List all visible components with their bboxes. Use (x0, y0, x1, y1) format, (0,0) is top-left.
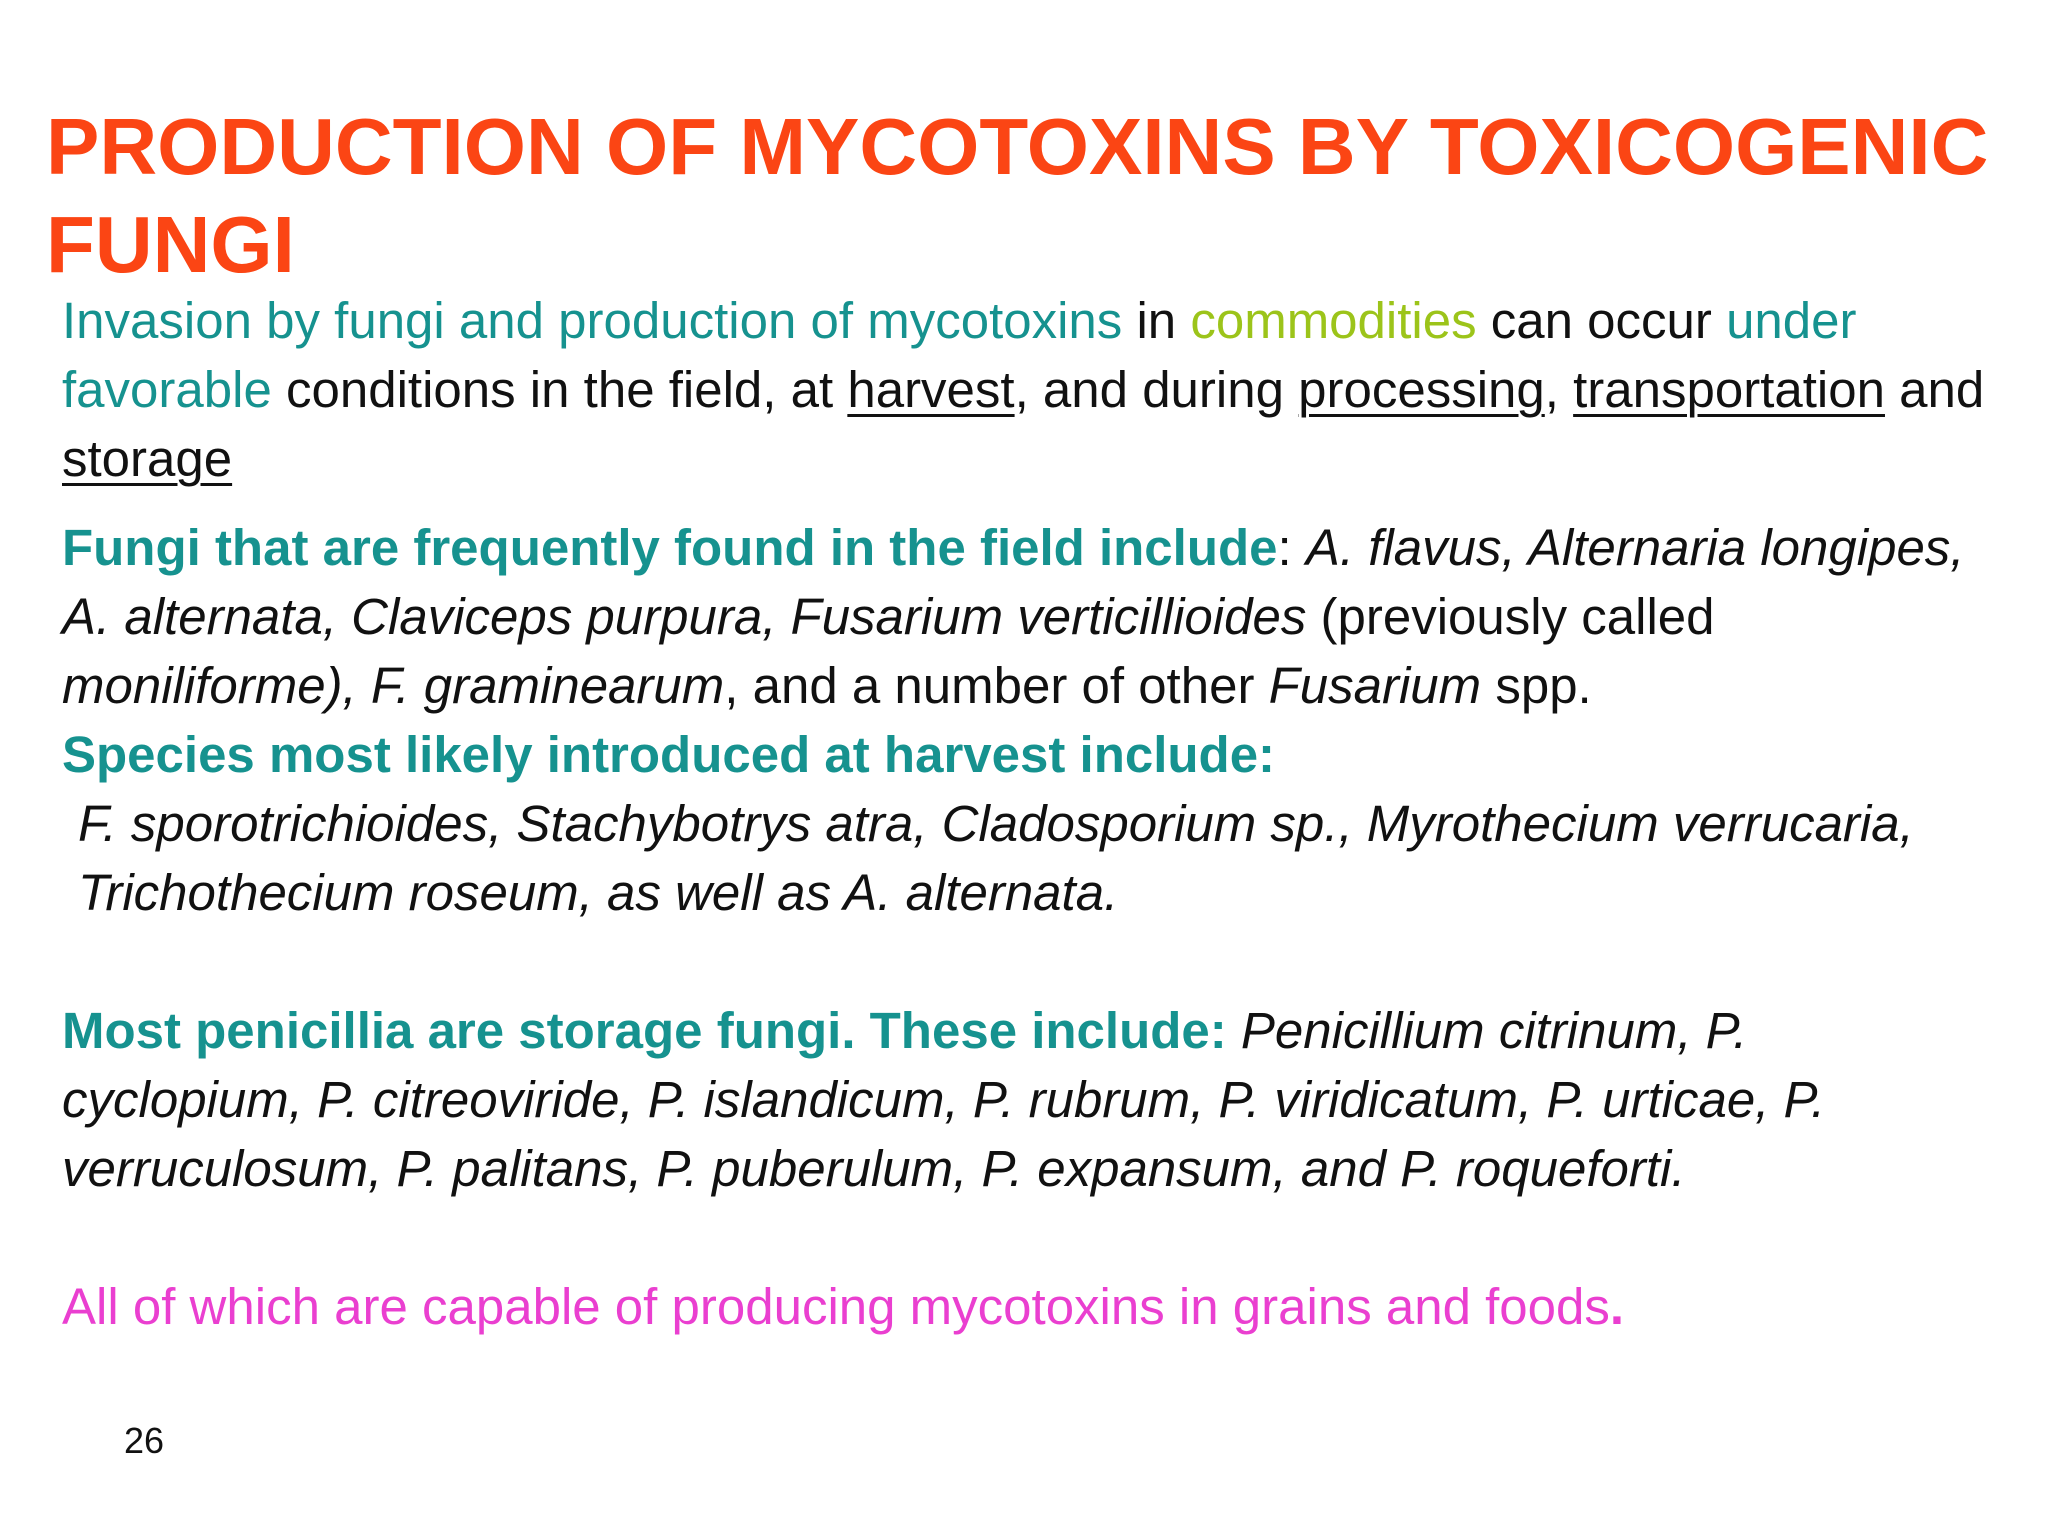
intro-storage-underlined: storage (62, 430, 233, 487)
field-fungi-lead: Fungi that are frequently found in the field include (62, 519, 1278, 576)
field-fungi-fusarium: Fusarium (1268, 657, 1482, 714)
spacer (62, 1203, 2002, 1272)
intro-paragraph (62, 286, 2002, 493)
intro-invasion-text: Invasion by fungi and production of mycotoxins (62, 292, 1123, 349)
harvest-species-paragraph (62, 789, 2002, 927)
intro-commodities-text: commodities (1190, 292, 1477, 349)
slide-body (62, 286, 2002, 1341)
intro-text-conditions: conditions in the field, at (271, 361, 848, 418)
storage-fungi-paragraph (62, 996, 2002, 1203)
closing-paragraph (62, 1272, 2002, 1341)
spacer (62, 927, 2002, 996)
harvest-species-lead-text: Species most likely introduced at harvest include: (62, 726, 1276, 783)
intro-transportation-underlined: transportation (1573, 361, 1885, 418)
intro-text-in: in (1122, 292, 1191, 349)
field-fungi-species-list: A. flavus, Alternaria longipes, A. alternata, Claviceps purpura, Fusarium verticillioides (62, 519, 1965, 645)
storage-fungi-species-list: Penicillium citrinum, P. cyclopium, P. citreoviride, P. islandicum, P. rubrum, P. viridicatum, P. urticae, P. verruculosum, P. palitans, P. puberulum, P. expansum, and P. roqueforti. (62, 1002, 1826, 1197)
spacer (62, 493, 2002, 513)
intro-processing-underlined: processing (1298, 361, 1545, 418)
field-fungi-paragraph (62, 513, 2002, 720)
field-fungi-colon: : (1277, 519, 1306, 576)
storage-fungi-lead: Most penicillia are storage fungi. These include: (62, 1002, 1241, 1059)
closing-period: . (1609, 1278, 1625, 1335)
slide-title: PRODUCTION OF MYCOTOXINS BY TOXICOGENIC FUNGI (46, 102, 1989, 289)
intro-text-during: , and during (1014, 361, 1299, 418)
harvest-species-list: F. sporotrichioides, Stachybotrys atra, Cladosporium sp., Myrothecium verrucaria, Trichothecium roseum, as well as A. alternata. (78, 795, 1914, 921)
intro-text-can-occur: can occur (1476, 292, 1727, 349)
harvest-species-lead (62, 720, 2002, 789)
field-fungi-spp: spp. (1481, 657, 1592, 714)
field-fungi-moniliforme: moniliforme), F. graminearum (62, 657, 725, 714)
intro-harvest-underlined: harvest (847, 361, 1015, 418)
field-fungi-rest-text: , and a number of other (724, 657, 1269, 714)
intro-favorable-text: under favorable (62, 292, 1857, 418)
field-fungi-paren-text: (previously called (1320, 588, 1715, 645)
intro-text-and: and (1884, 361, 1985, 418)
page-number: 26 (124, 1420, 165, 1461)
closing-statement: All of which are capable of producing mycotoxins in grains and foods (62, 1278, 1610, 1335)
intro-text-comma: , (1544, 361, 1574, 418)
